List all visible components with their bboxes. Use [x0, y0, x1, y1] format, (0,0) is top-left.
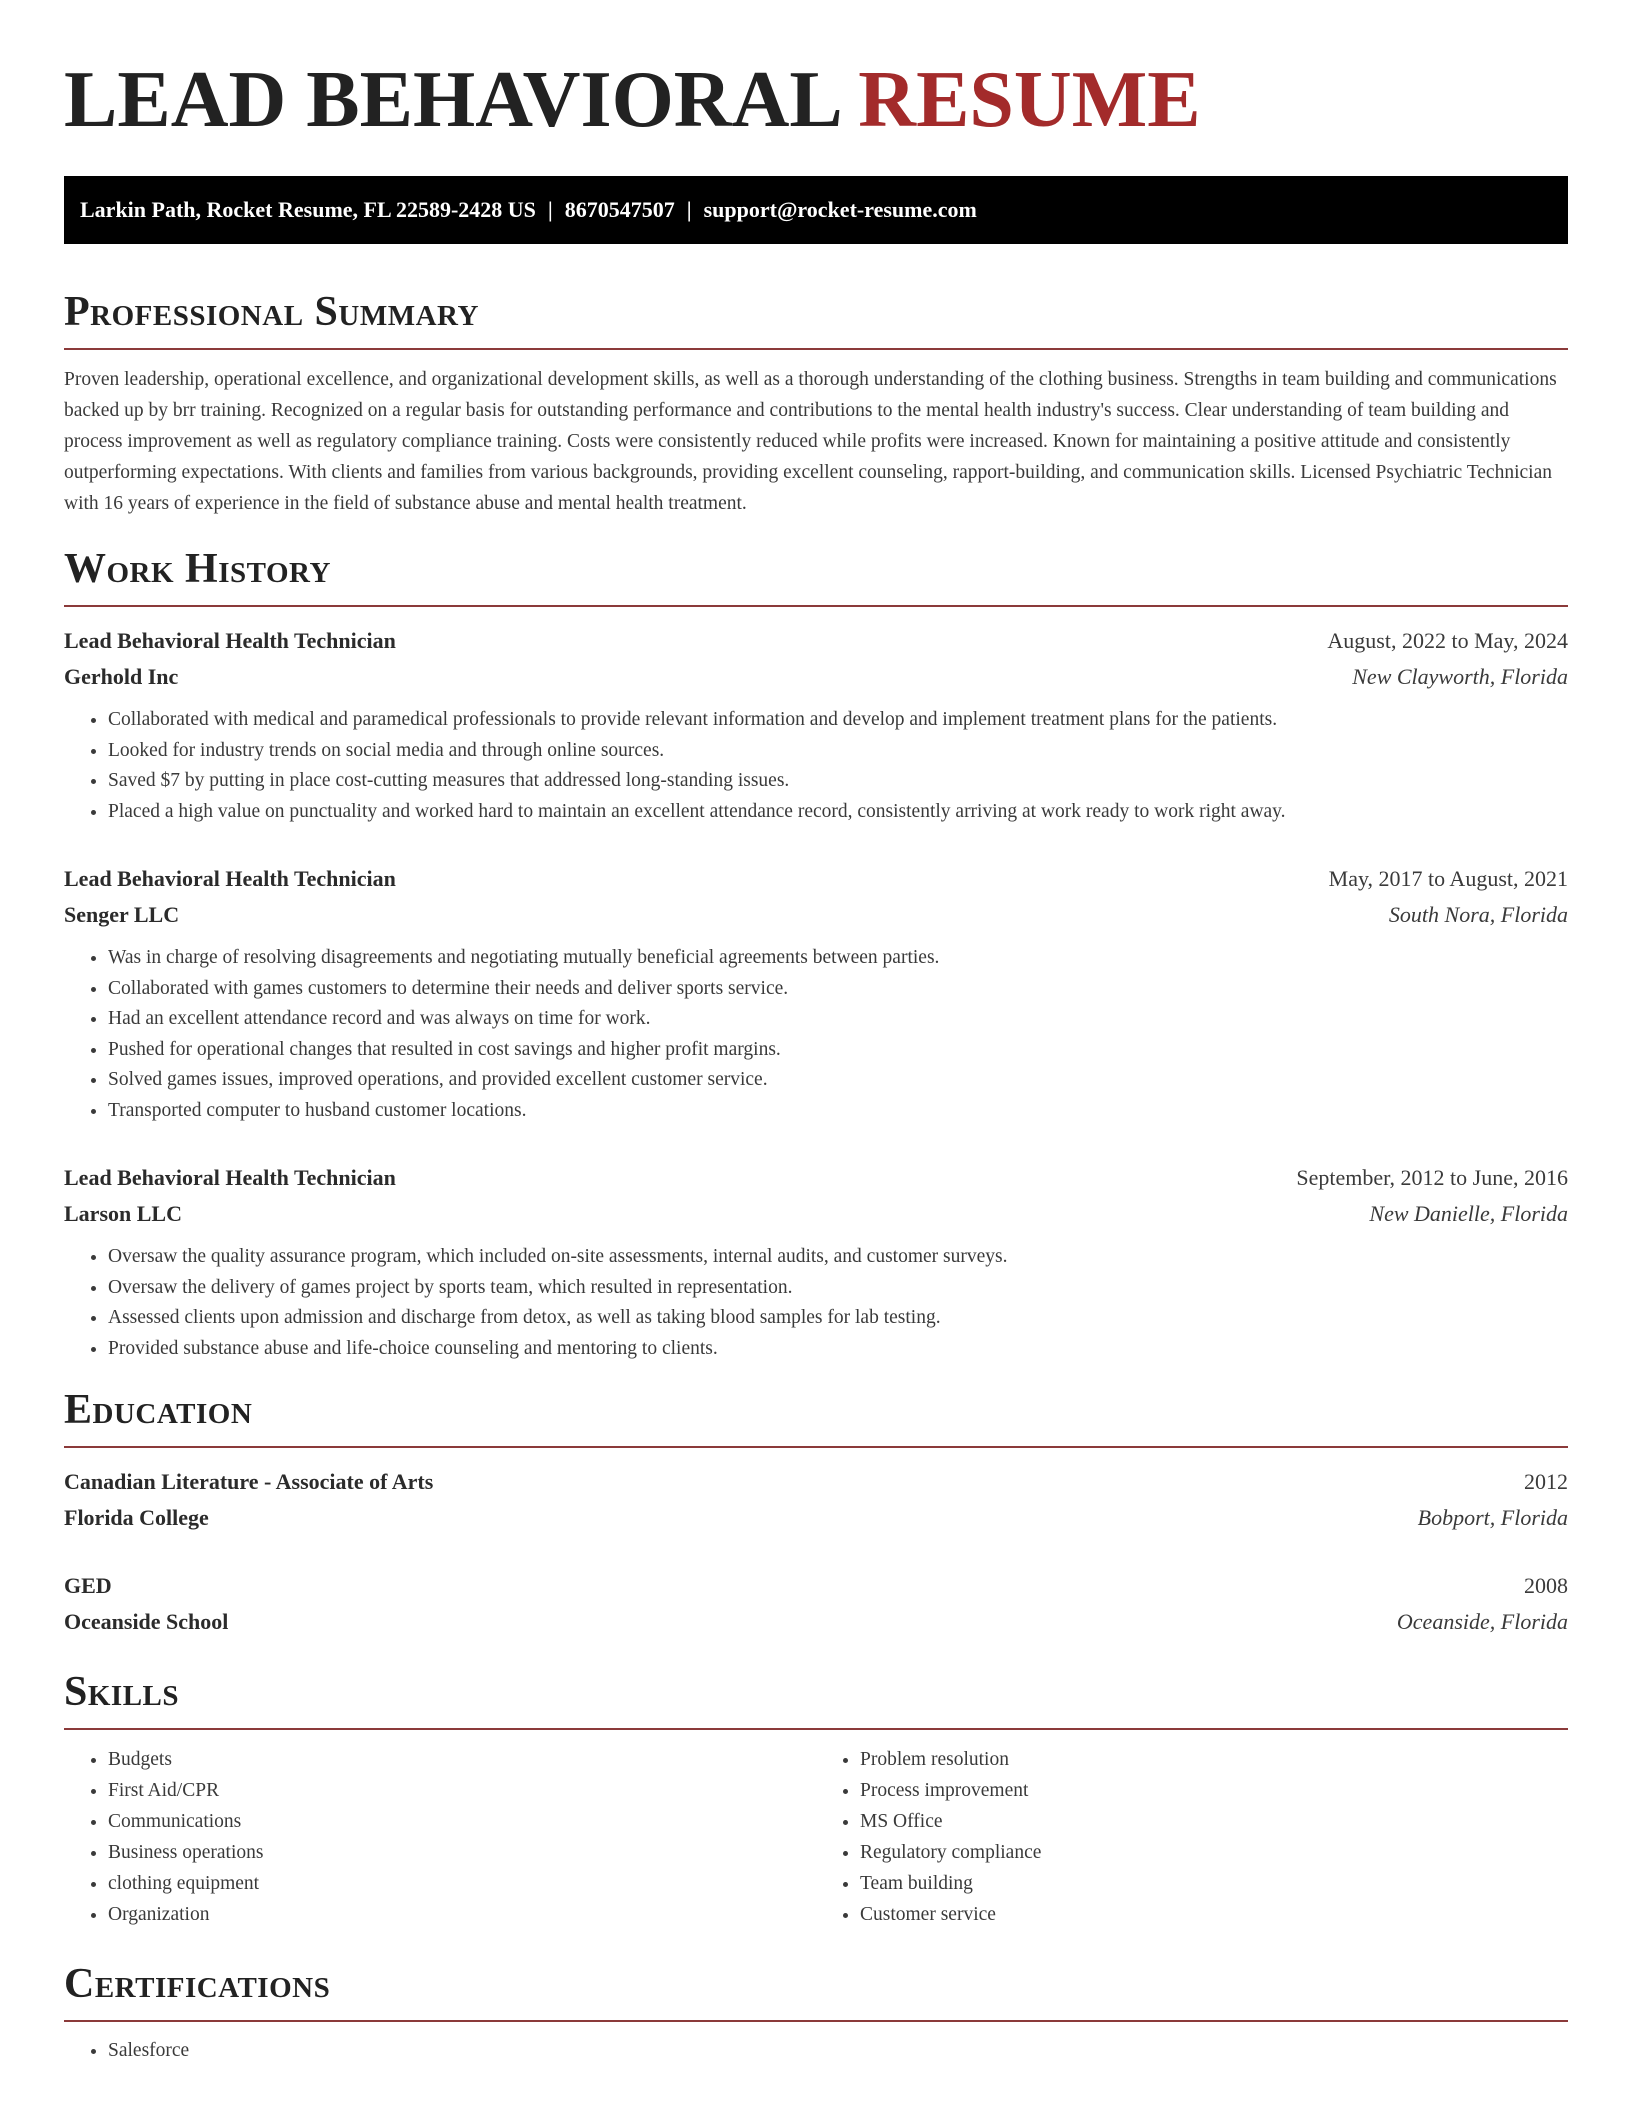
section-divider — [64, 348, 1568, 350]
education-section — [64, 1386, 1568, 1640]
skills-section — [64, 1668, 1568, 1930]
contact-separator: | — [686, 197, 692, 222]
certifications-list — [64, 2036, 1568, 2067]
job-company: Larson LLC — [64, 1201, 182, 1226]
job-location: New Danielle, Florida — [1369, 1201, 1568, 1226]
skill-item: • Organization — [108, 1899, 816, 1930]
job-title: Lead Behavioral Health Technician — [64, 866, 396, 891]
skill-item: • MS Office — [860, 1806, 1568, 1837]
job-location: New Clayworth, Florida — [1352, 664, 1568, 689]
skill-item: • Team building — [860, 1868, 1568, 1899]
skill-item: • Process improvement — [860, 1775, 1568, 1806]
work-history-heading: Work History — [64, 546, 331, 592]
skill-item: • clothing equipment — [108, 1868, 816, 1899]
section-divider — [64, 1446, 1568, 1448]
job-bullets — [64, 943, 1568, 1126]
skill-item: • Customer service — [860, 1899, 1568, 1930]
certifications-section — [64, 1960, 1568, 2067]
skill-item: • Communications — [108, 1806, 816, 1837]
contact-separator: | — [547, 197, 553, 222]
education-degree: Canadian Literature - Associate of Arts — [64, 1469, 434, 1494]
certifications-heading: Certifications — [64, 1961, 331, 2007]
skill-item: • Regulatory compliance — [860, 1837, 1568, 1868]
summary-heading: Professional Summary — [64, 289, 479, 335]
job-location: South Nora, Florida — [1388, 902, 1568, 927]
job-title: Lead Behavioral Health Technician — [64, 1165, 396, 1190]
job-bullets — [64, 1242, 1568, 1364]
skills-list-left — [64, 1744, 816, 1930]
list-item: • Looked for industry trends on social media and through online sources. — [108, 736, 1568, 767]
education-location: Oceanside, Florida — [1396, 1609, 1568, 1634]
contact-email[interactable]: support@rocket-resume.com — [703, 197, 977, 222]
job-company: Senger LLC — [64, 902, 180, 927]
section-divider — [64, 2020, 1568, 2022]
education-year: 2012 — [1524, 1469, 1568, 1494]
list-item: • Was in charge of resolving disagreements and negotiating mutually beneficial agreements between parties. — [108, 943, 1568, 974]
list-item: • Collaborated with medical and paramedical professionals to provide relevant information and develop and implement treatment plans for the patients. — [108, 705, 1568, 736]
job-dates: May, 2017 to August, 2021 — [1328, 866, 1568, 891]
summary-section — [64, 288, 1568, 519]
title-accent: RESUME — [858, 56, 1201, 144]
list-item: • Oversaw the delivery of games project by sports team, which resulted in representation. — [108, 1273, 1568, 1304]
section-divider — [64, 605, 1568, 607]
skill-item: • First Aid/CPR — [108, 1775, 816, 1806]
certification-item: • Salesforce — [108, 2036, 1568, 2067]
skill-item: • Problem resolution — [860, 1744, 1568, 1775]
education-school: Oceanside School — [64, 1609, 229, 1634]
list-item: • Transported computer to husband customer locations. — [108, 1096, 1568, 1127]
job-bullets — [64, 705, 1568, 827]
education-entry — [64, 1568, 1568, 1640]
education-location: Bobport, Florida — [1417, 1505, 1568, 1530]
list-item: • Oversaw the quality assurance program, which included on-site assessments, internal audits, and customer surveys. — [108, 1242, 1568, 1273]
skill-item: • Budgets — [108, 1744, 816, 1775]
section-divider — [64, 1728, 1568, 1730]
education-heading: Education — [64, 1387, 253, 1433]
skills-heading: Skills — [64, 1669, 180, 1715]
work-history-section — [64, 545, 1568, 1364]
contact-bar — [64, 176, 1568, 244]
contact-phone[interactable]: 8670547507 — [564, 197, 675, 222]
title-main: LEAD BEHAVIORAL — [64, 56, 839, 144]
education-degree: GED — [64, 1573, 112, 1598]
education-year: 2008 — [1524, 1573, 1568, 1598]
summary-text: Proven leadership, operational excellence, and organizational development skills, as well as a thorough understanding of the clothing business. Strengths in team building and communications backed up by brr training. Recognized on a regular basis for outstanding performance and contributions to the mental health industry's success. Clear understanding of team building and process improvement as well as regulatory compliance training. Costs were consistently reduced while profits were increased. Known for maintaining a positive attitude and consistently outperforming expectations. With clients and families from various backgrounds, providing excellent counseling, rapport-building, and communication skills. Licensed Psychiatric Technician with 16 years of experience in the field of substance abuse and mental health treatment. — [64, 369, 1557, 514]
skills-columns — [64, 1744, 1568, 1930]
list-item: • Collaborated with games customers to determine their needs and deliver sports service. — [108, 974, 1568, 1005]
education-entry — [64, 1464, 1568, 1536]
job-company: Gerhold Inc — [64, 664, 179, 689]
list-item: • Placed a high value on punctuality and worked hard to maintain an excellent attendance record, consistently arriving at work ready to work right away. — [108, 797, 1568, 828]
job-entry — [64, 1160, 1568, 1364]
skills-list-right — [816, 1744, 1568, 1930]
list-item: • Had an excellent attendance record and was always on time for work. — [108, 1004, 1568, 1035]
resume-title — [64, 0, 1568, 142]
list-item: • Provided substance abuse and life-choice counseling and mentoring to clients. — [108, 1334, 1568, 1365]
job-title: Lead Behavioral Health Technician — [64, 628, 396, 653]
list-item: • Pushed for operational changes that resulted in cost savings and higher profit margins. — [108, 1035, 1568, 1066]
contact-address: Larkin Path, Rocket Resume, FL 22589-2428 US — [80, 197, 536, 222]
list-item: • Solved games issues, improved operations, and provided excellent customer service. — [108, 1065, 1568, 1096]
education-school: Florida College — [64, 1505, 209, 1530]
job-dates: September, 2012 to June, 2016 — [1296, 1165, 1568, 1190]
list-item: • Assessed clients upon admission and discharge from detox, as well as taking blood samples for lab testing. — [108, 1303, 1568, 1334]
job-dates: August, 2022 to May, 2024 — [1327, 628, 1568, 653]
list-item: • Saved $7 by putting in place cost-cutting measures that addressed long-standing issues. — [108, 766, 1568, 797]
skill-item: • Business operations — [108, 1837, 816, 1868]
job-entry — [64, 861, 1568, 1126]
job-entry — [64, 623, 1568, 827]
